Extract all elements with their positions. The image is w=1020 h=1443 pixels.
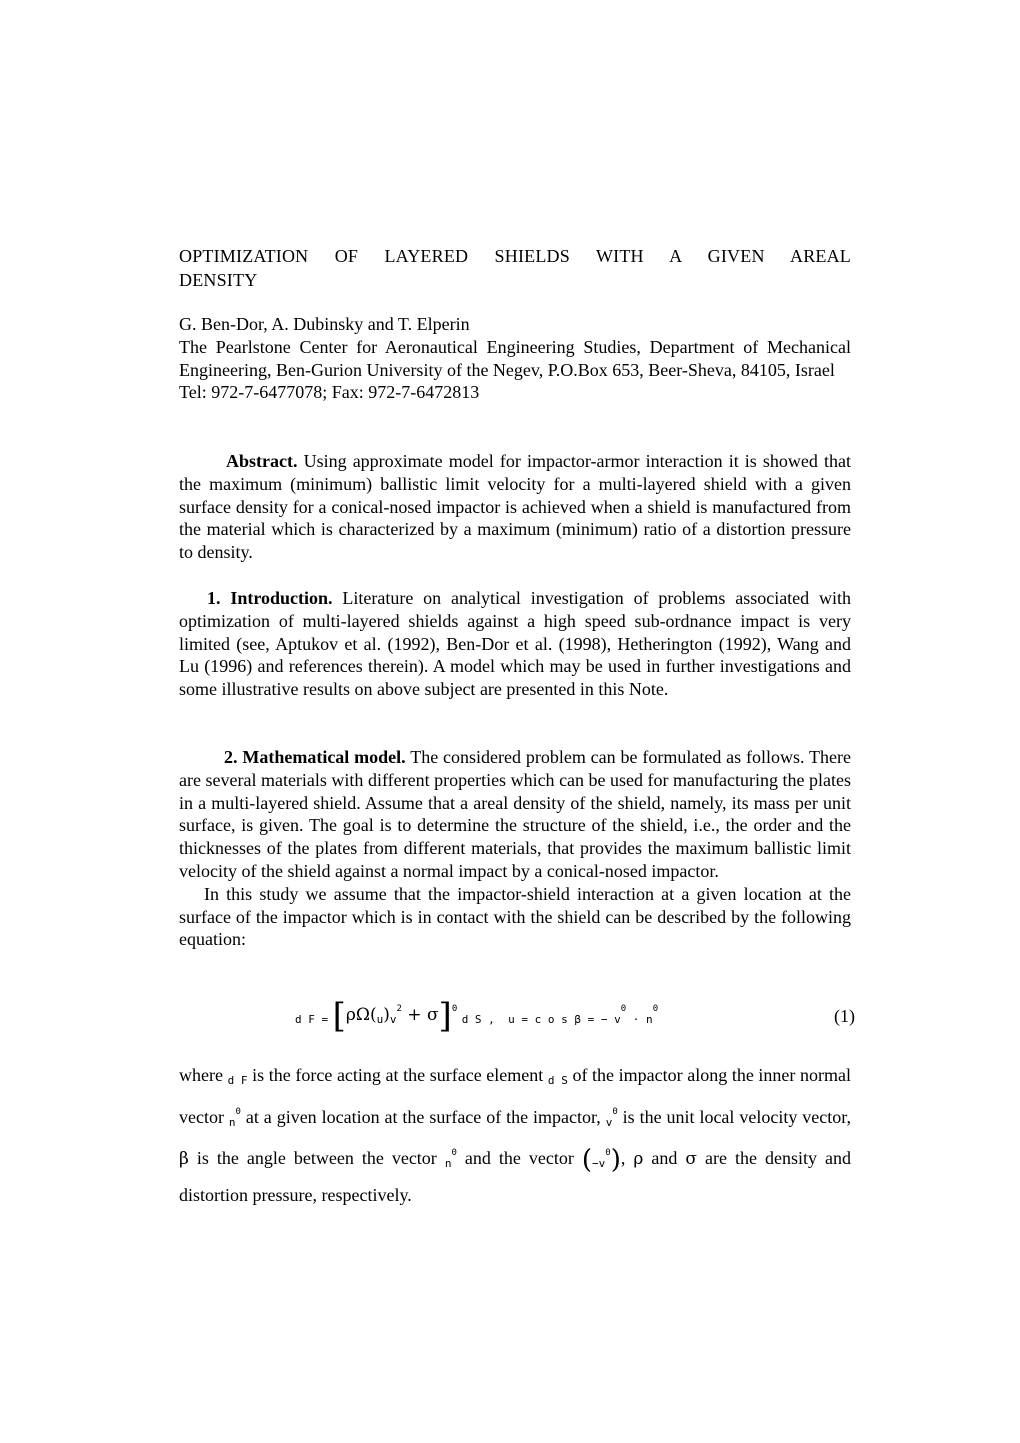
eq-ds: d S , bbox=[461, 1013, 495, 1026]
where-part-6: is the angle between the vector bbox=[188, 1148, 445, 1168]
eq-rho-omega: ρΩ bbox=[345, 1005, 370, 1025]
symbol-beta: β bbox=[179, 1149, 189, 1169]
where-part-3: of the impactor along the inner normal vector bbox=[179, 1065, 851, 1127]
eq-sup-zero-c: 0 bbox=[652, 1004, 659, 1014]
where-part-9: and bbox=[643, 1148, 686, 1168]
symbol-n0-b: n bbox=[444, 1157, 452, 1170]
paper-title bbox=[179, 244, 851, 292]
symbol-rho: ρ bbox=[633, 1149, 644, 1169]
symbol-dS: d S bbox=[547, 1074, 568, 1087]
symbol-sigma: σ bbox=[685, 1149, 697, 1169]
model-text-2: In this study we assume that the impactor-shield interaction at a given location at the surface of the impactor which is in contact with the shield can be described by the following equation: bbox=[179, 883, 851, 950]
model-heading: 2. Mathematical model. bbox=[224, 747, 406, 767]
symbol-paren-close: ) bbox=[610, 1145, 621, 1175]
symbol-minus-v-sup: 0 bbox=[605, 1148, 611, 1158]
introduction-heading: 1. Introduction. bbox=[207, 588, 333, 608]
eq-plus-sigma: + σ bbox=[401, 1005, 439, 1025]
eq-sup-zero-b: 0 bbox=[620, 1004, 627, 1014]
affiliation: The Pearlstone Center for Aeronautical Engineering Studies, Department of Mechanical Engineering, Ben-Gurion University of the Negev, P.O.Box 653, Beer-Sheva, 84105, Israel bbox=[179, 336, 851, 380]
eq-lhs: d F = bbox=[295, 1013, 329, 1026]
introduction-section bbox=[179, 587, 851, 701]
author-names: G. Ben-Dor, A. Dubinsky and T. Elperin bbox=[179, 314, 470, 334]
eq-v: v bbox=[389, 1013, 397, 1026]
model-section bbox=[179, 746, 851, 951]
eq-u: u bbox=[376, 1013, 384, 1026]
abstract-text: Using approximate model for impactor-armor interaction it is showed that the maximum (minimum) ballistic limit velocity for a multi-layered shield with a given surface density for a conical-nosed impactor is achieved when a shield is manufactured from the material which is characterized by a maximum (minimum) ratio of a distortion pressure to density. bbox=[179, 451, 851, 563]
introduction-text: Literature on analytical investigation of problems associated with optimization of multi-layered shields against a high speed sub-ordnance impact is very limited (see, Aptukov et al. (1992), Ben-Dor et al. (1998), Hetherington (1992), Wang and Lu (1996) and references therein). A model which may be used in further investigations and some illustrative results on above subject are presented in this Note. bbox=[179, 588, 851, 700]
where-part-7: and the vector bbox=[456, 1148, 582, 1168]
equation-number: (1) bbox=[834, 1006, 855, 1026]
where-part-1: where bbox=[179, 1065, 228, 1085]
title-line-1: OPTIMIZATION OF LAYERED SHIELDS WITH A GIVEN AREAL bbox=[179, 246, 851, 266]
symbol-n0-b-sup: 0 bbox=[451, 1148, 457, 1158]
eq-bracket-open: [ bbox=[332, 996, 346, 1036]
symbol-n0: n bbox=[228, 1115, 236, 1129]
symbol-v0: v bbox=[605, 1115, 613, 1129]
symbol-minus-v: −v bbox=[592, 1157, 606, 1170]
eq-u-definition: u = c o s β = − v bbox=[508, 1013, 621, 1026]
eq-exponent: 2 bbox=[396, 1004, 402, 1014]
symbol-paren-open: ( bbox=[581, 1145, 593, 1175]
symbol-v0-sup: 0 bbox=[612, 1106, 618, 1117]
abstract-section bbox=[179, 450, 851, 564]
eq-bracket-close: ] bbox=[438, 996, 452, 1036]
where-part-8: , bbox=[620, 1148, 634, 1168]
eq-dot-n: · n bbox=[626, 1013, 653, 1026]
contact-info: Tel: 972-7-6477078; Fax: 972-7-6472813 bbox=[179, 382, 480, 403]
where-text bbox=[179, 1060, 851, 1210]
eq-paren-open: ( bbox=[369, 1005, 377, 1025]
equation-1 bbox=[295, 996, 855, 1036]
where-part-5: is the unit local velocity vector, bbox=[617, 1106, 851, 1127]
where-paragraph bbox=[179, 1060, 851, 1210]
eq-sup-zero: 0 bbox=[451, 1004, 458, 1014]
where-part-4: at a given location at the surface of the impactor, bbox=[240, 1106, 606, 1127]
abstract-heading: Abstract. bbox=[226, 451, 298, 471]
model-text-1: The considered problem can be formulated as follows. There are several materials with different properties which can be used for manufacturing the plates in a multi-layered shield. Assume that a areal density of the shield, namely, its mass per unit surface, is given. The goal is to determine the structure of the shield, i.e., the order and the thicknesses of the plates from different materials, that provides the maximum ballistic limit velocity of the shield against a normal impact by a conical-nosed impactor. bbox=[179, 747, 852, 881]
equation-expression bbox=[295, 996, 658, 1036]
where-part-2: is the force acting at the surface element bbox=[247, 1065, 548, 1085]
title-line-2: DENSITY bbox=[179, 270, 258, 290]
where-part-10: are the density and distortion pressure, respectively. bbox=[179, 1148, 851, 1205]
eq-paren-close: ) bbox=[383, 1005, 390, 1025]
symbol-n0-sup: 0 bbox=[235, 1106, 241, 1117]
symbol-dF: d F bbox=[227, 1074, 248, 1087]
author-block bbox=[179, 313, 851, 404]
